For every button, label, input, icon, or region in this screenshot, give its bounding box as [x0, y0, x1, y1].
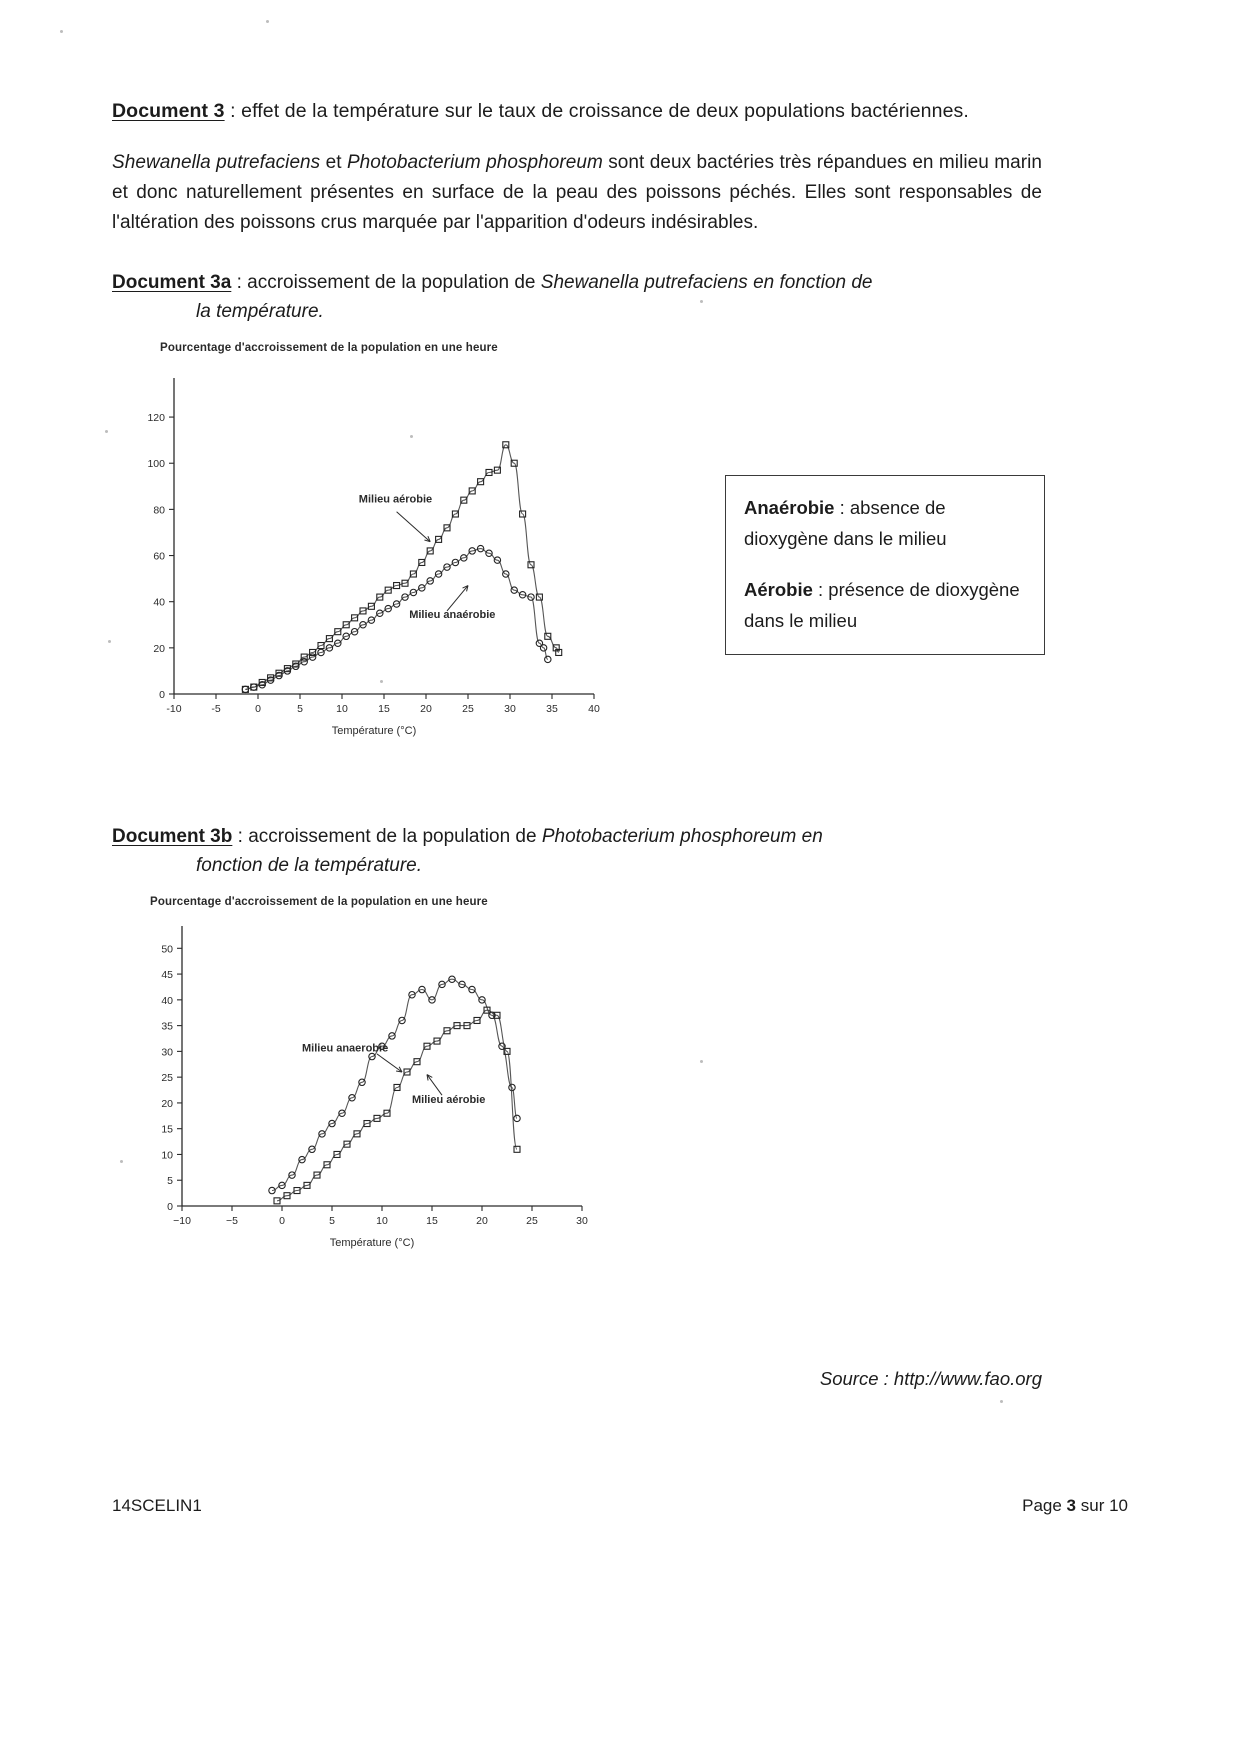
document-title-lead: Document 3	[112, 100, 225, 122]
svg-text:-5: -5	[211, 703, 221, 715]
footer-code: 14SCELIN1	[112, 1496, 202, 1515]
svg-text:Milieu anaerobie: Milieu anaerobie	[302, 1042, 389, 1055]
svg-text:-10: -10	[166, 703, 182, 715]
svg-text:120: 120	[147, 412, 165, 425]
intro-mid: et	[320, 152, 347, 173]
svg-text:5: 5	[167, 1175, 173, 1188]
svg-text:Température (°C): Température (°C)	[331, 725, 417, 737]
figure-3a	[112, 342, 672, 782]
svg-text:0: 0	[167, 1201, 173, 1213]
svg-text:20: 20	[153, 642, 165, 655]
definition-anaerobie-term: Anaérobie	[744, 497, 835, 518]
footer-page-number: 3	[1066, 1496, 1077, 1515]
chart-3b-svg	[112, 914, 632, 1264]
svg-text:35: 35	[546, 703, 558, 715]
svg-text:30: 30	[576, 1215, 588, 1227]
svg-text:Température (°C): Température (°C)	[329, 1237, 415, 1249]
page-footer	[112, 1496, 1128, 1516]
species-shewanella: Shewanella putrefaciens	[112, 152, 321, 173]
svg-text:20: 20	[161, 1097, 173, 1110]
svg-text:40: 40	[161, 994, 173, 1007]
svg-text:0: 0	[255, 703, 261, 715]
footer-page-prefix: Page	[1022, 1496, 1067, 1515]
svg-text:5: 5	[297, 703, 303, 715]
footer-page	[1022, 1496, 1128, 1516]
svg-text:10: 10	[161, 1149, 173, 1162]
svg-text:20: 20	[476, 1215, 488, 1227]
scan-speck	[266, 20, 269, 23]
species-photobacterium: Photobacterium phosphoreum	[346, 152, 603, 173]
scan-speck	[700, 1060, 703, 1063]
svg-text:40: 40	[153, 596, 165, 609]
doc3a-heading	[112, 268, 1042, 326]
scan-speck	[410, 435, 413, 438]
definition-aerobie-term: Aérobie	[744, 579, 813, 600]
scan-speck	[108, 640, 111, 643]
doc3b-text2: en	[796, 826, 823, 847]
document-title	[112, 96, 1042, 126]
doc3b-text3: fonction de la température.	[196, 855, 423, 876]
svg-text:5: 5	[329, 1215, 335, 1227]
svg-text:Milieu aérobie: Milieu aérobie	[358, 493, 433, 506]
svg-text:25: 25	[526, 1215, 538, 1227]
scan-speck	[1000, 1400, 1003, 1403]
scan-speck	[380, 680, 383, 683]
svg-text:30: 30	[504, 703, 516, 715]
footer-page-suffix: sur 10	[1076, 1496, 1128, 1515]
svg-text:0: 0	[279, 1215, 285, 1227]
scan-speck	[120, 1160, 123, 1163]
svg-text:−5: −5	[226, 1215, 238, 1227]
svg-text:Milieu anaérobie: Milieu anaérobie	[409, 608, 496, 621]
figure-3b-caption: Pourcentage d'accroissement de la population en une heure	[150, 896, 488, 908]
svg-text:25: 25	[462, 703, 474, 715]
doc3a-text: : accroissement de la population de	[231, 272, 541, 293]
svg-text:35: 35	[161, 1020, 173, 1033]
svg-text:10: 10	[336, 703, 348, 715]
scan-speck	[60, 30, 63, 33]
svg-text:100: 100	[147, 458, 165, 471]
svg-text:50: 50	[161, 943, 173, 956]
doc3b-heading	[112, 822, 1042, 880]
svg-text:80: 80	[153, 504, 165, 517]
scan-speck	[105, 430, 108, 433]
figure-3b	[112, 896, 672, 1296]
svg-text:40: 40	[588, 703, 600, 715]
svg-text:25: 25	[161, 1072, 173, 1085]
svg-text:20: 20	[420, 703, 432, 715]
definition-box	[725, 475, 1045, 655]
definition-aerobie	[744, 574, 1026, 636]
definition-anaerobie	[744, 492, 1026, 554]
doc3a-text2: en fonction de	[747, 272, 873, 293]
doc3b-text: : accroissement de la population de	[232, 826, 542, 847]
intro-rest: sont deux bactéries très répandues en milieu marin et donc naturellement présentes en surface de la peau des poissons péchés. Elles sont responsables de l'altération des poissons crus marquée par l'apparition d'odeurs indésirables.	[112, 152, 1042, 233]
svg-text:45: 45	[161, 969, 173, 982]
chart-3a-svg	[112, 360, 632, 752]
source-line: Source : http://www.fao.org	[819, 1368, 1042, 1389]
figure-3b-plot	[112, 914, 632, 1264]
svg-text:0: 0	[159, 689, 165, 701]
svg-text:Milieu aérobie: Milieu aérobie	[412, 1093, 486, 1106]
svg-text:−10: −10	[173, 1215, 191, 1227]
scan-speck	[700, 300, 703, 303]
doc3a-text3: la température.	[196, 301, 324, 322]
svg-text:10: 10	[376, 1215, 388, 1227]
figure-3a-plot	[112, 360, 632, 752]
svg-text:15: 15	[378, 703, 390, 715]
doc3a-species: Shewanella putrefaciens	[540, 272, 748, 293]
definition-anaerobie-text: : absence de dioxygène dans le milieu	[744, 497, 947, 549]
definition-aerobie-text: : présence de dioxygène dans le milieu	[744, 579, 1020, 631]
svg-text:60: 60	[153, 550, 165, 563]
doc3b-lead: Document 3b	[112, 826, 233, 847]
document-content	[112, 96, 1042, 1389]
svg-text:15: 15	[426, 1215, 438, 1227]
svg-text:15: 15	[161, 1123, 173, 1136]
figure-3a-caption: Pourcentage d'accroissement de la population en une heure	[160, 342, 498, 354]
intro-paragraph	[112, 148, 1042, 238]
doc3b-species: Photobacterium phosphoreum	[541, 826, 797, 847]
doc3a-lead: Document 3a	[112, 272, 232, 293]
svg-text:30: 30	[161, 1046, 173, 1059]
document-title-rest: : effet de la température sur le taux de croissance de deux populations bactériennes.	[224, 100, 969, 122]
